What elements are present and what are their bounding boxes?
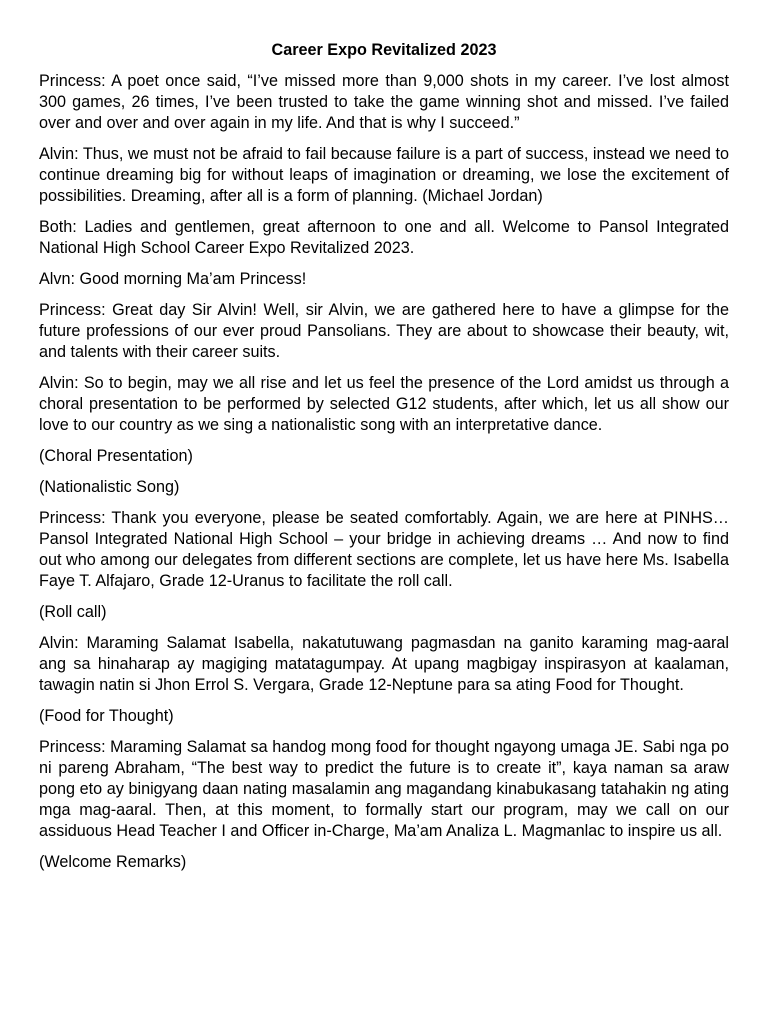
paragraph-alvin-fail: Alvin: Thus, we must not be afraid to fail because failure is a part of success, instead we need to continue dreaming big for without leaps of imagination or dreaming, we lose the excitement of possibilities. Dreaming, after all is a form of planning. (Michael Jordan): [39, 145, 729, 205]
paragraph-both-welcome: Both: Ladies and gentlemen, great afternoon to one and all. Welcome to Pansol Integrated National High School Career Expo Revitalized 2023.: [39, 218, 729, 257]
paragraph-alvin-rise: Alvin: So to begin, may we all rise and let us feel the presence of the Lord amidst us through a choral presentation to be performed by selected G12 students, after which, let us all show our love to our country as we sing a nationalistic song with an interpretative dance.: [39, 374, 729, 434]
paragraph-nationalistic-song: (Nationalistic Song): [39, 478, 180, 496]
paragraph-princess-roll-call: Princess: Thank you everyone, please be seated comfortably. Again, we are here at PINHS…Pansol Integrated National High School – your bridge in achieving dreams … And now to find out who among our delegates from different sections are complete, let us have here Ms. Isabella Faye T. Alfajaro, Grade 12-Uranus to facilitate the roll call.: [39, 509, 729, 590]
paragraph-alvn-greeting: Alvn: Good morning Ma’am Princess!: [39, 270, 307, 288]
paragraph-roll-call: (Roll call): [39, 603, 107, 621]
paragraph-choral-presentation: (Choral Presentation): [39, 447, 193, 465]
document-page: [39, 40, 729, 883]
paragraph-alvin-food-for-thought: Alvin: Maraming Salamat Isabella, nakatutuwang pagmasdan na ganito karaming mag-aaral ang sa hinaharap ay magiging matatagumpay. At upang magbigay inspirasyon at kaalaman, tawagin natin si Jhon Errol S. Vergara, Grade 12-Neptune para sa ating Food for Thought.: [39, 634, 729, 694]
paragraph-food-for-thought: (Food for Thought): [39, 707, 174, 725]
paragraph-princess-poet: Princess: A poet once said, “I’ve missed more than 9,000 shots in my career. I’ve lost almost 300 games, 26 times, I’ve been trusted to take the game winning shot and missed. I’ve failed over and over and over again in my life. And that is why I succeed.”: [39, 72, 729, 132]
paragraph-princess-head-teacher: Princess: Maraming Salamat sa handog mong food for thought ngayong umaga JE. Sabi nga po ni pareng Abraham, “The best way to predict the future is to create it”, kaya naman sa araw pong eto ay binigyang daan nating masalamin ang magandang kinabukasang tatahakin ng ating mga mag-aaral. Then, at this moment, to formally start our program, may we call on our assiduous Head Teacher I and Officer in-Charge, Ma’am Analiza L. Magmanlac to inspire us all.: [39, 738, 729, 840]
document-title: Career Expo Revitalized 2023: [271, 41, 497, 59]
paragraph-princess-gathered: Princess: Great day Sir Alvin! Well, sir Alvin, we are gathered here to have a glimpse for the future professions of our ever proud Pansolians. They are about to showcase their beauty, wit, and talents with their career suits.: [39, 301, 729, 361]
paragraph-welcome-remarks: (Welcome Remarks): [39, 853, 187, 871]
